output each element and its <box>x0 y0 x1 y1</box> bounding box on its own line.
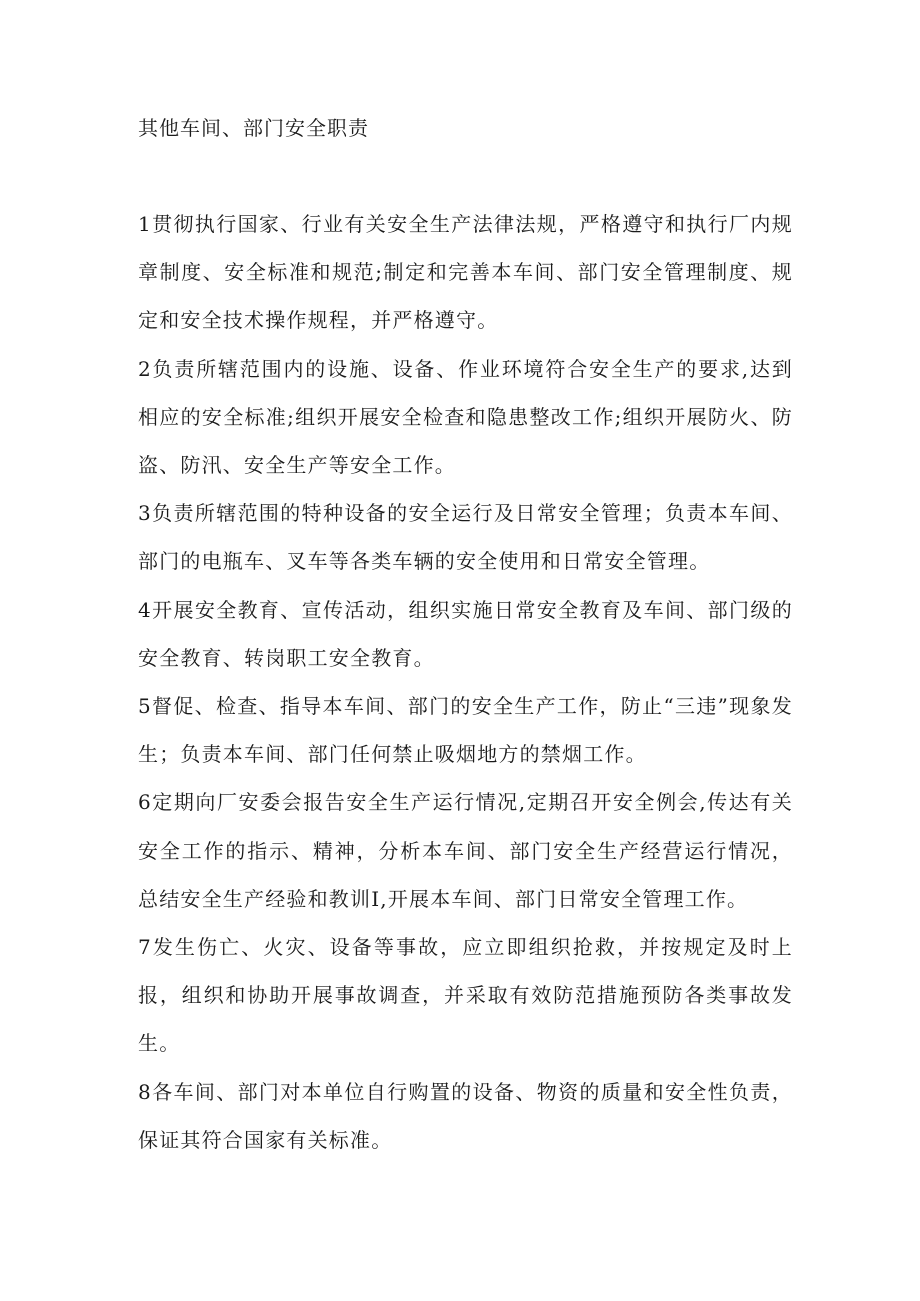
page-title: 其他车间、部门安全职责 <box>138 116 369 140</box>
list-item-6: 6定期向厂安委会报告安全生产运行情况,定期召开安全例会,传达有关安全工作的指示、精神，分析本车间、部门安全生产经营运行情况，总结安全生产经验和教训I,开展本车间、部门日常安全管理工作。 <box>138 790 793 911</box>
list-item-7: 7发生伤亡、火灾、设备等事故，应立即组织抢救，并按规定及时上报，组织和协助开展事故调查，并采取有效防范措施预防各类事故发生。 <box>138 935 793 1056</box>
responsibility-list <box>138 200 793 1164</box>
list-item-8: 8各车间、部门对本单位自行购置的设备、物资的质量和安全性负责，保证其符合国家有关标准。 <box>138 1079 793 1152</box>
list-item-1: 1贯彻执行国家、行业有关安全生产法律法规，严格遵守和执行厂内规章制度、安全标准和规范;制定和完善本车间、部门安全管理制度、规定和安全技术操作规程，并严格遵守。 <box>138 212 793 333</box>
list-item-3: 3负责所辖范围的特种设备的安全运行及日常安全管理；负责本车间、部门的电瓶车、叉车等各类车辆的安全使用和日常安全管理。 <box>138 501 793 574</box>
list-item-5: 5督促、检查、指导本车间、部门的安全生产工作，防止“三违”现象发生；负责本车间、部门任何禁止吸烟地方的禁烟工作。 <box>138 694 793 767</box>
list-item-2: 2负责所辖范围内的设施、设备、作业环境符合安全生产的要求,达到相应的安全标准;组织开展安全检查和隐患整改工作;组织开展防火、防盗、防汛、安全生产等安全工作。 <box>138 356 793 478</box>
list-item-4: 4开展安全教育、宣传活动，组织实施日常安全教育及车间、部门级的安全教育、转岗职工安全教育。 <box>138 597 793 670</box>
